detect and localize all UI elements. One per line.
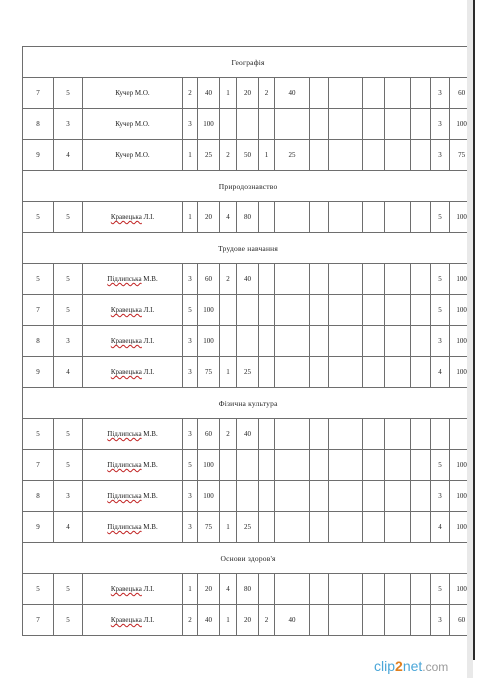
table-cell: 20: [198, 574, 220, 605]
table-cell: [237, 295, 259, 326]
table-cell: 100: [450, 295, 474, 326]
table-cell: [259, 202, 275, 233]
table-cell: [385, 295, 411, 326]
table-cell: 3: [183, 357, 198, 388]
teacher-cell: [83, 295, 183, 326]
teacher-name: Кравецька Л.І.: [110, 337, 155, 345]
teacher-name: Кучер М.О.: [115, 151, 150, 159]
spellcheck-mark: Підлипська: [107, 523, 142, 531]
table-cell: [385, 605, 411, 636]
table-cell: [310, 481, 329, 512]
table-cell: [259, 326, 275, 357]
table-cell: 5: [431, 574, 450, 605]
table-cell: 75: [198, 357, 220, 388]
table-cell: [385, 78, 411, 109]
pupil-count-cell: 4: [54, 140, 83, 171]
teacher-cell: [83, 357, 183, 388]
spellcheck-mark: Кравецька: [110, 585, 142, 593]
table-cell: [329, 78, 363, 109]
table-cell: 1: [220, 357, 237, 388]
table-cell: 25: [198, 140, 220, 171]
grade-cell: 8: [23, 326, 54, 357]
table-cell: [385, 357, 411, 388]
table-cell: 4: [431, 512, 450, 543]
table-cell: 3: [431, 326, 450, 357]
table-cell: 25: [237, 357, 259, 388]
table-cell: 3: [431, 140, 450, 171]
table-cell: [363, 605, 385, 636]
table-cell: [411, 605, 431, 636]
table-cell: [259, 419, 275, 450]
table-cell: 3: [431, 78, 450, 109]
table-cell: 100: [198, 295, 220, 326]
spellcheck-mark: Підлипська: [107, 461, 142, 469]
table-cell: 40: [237, 419, 259, 450]
table-cell: 100: [450, 574, 474, 605]
table-cell: 100: [450, 357, 474, 388]
table-cell: 3: [431, 481, 450, 512]
pupil-count-cell: 5: [54, 264, 83, 295]
teacher-cell: [83, 605, 183, 636]
teacher-name: Кучер М.О.: [115, 120, 150, 128]
table-cell: [275, 264, 310, 295]
table-cell: 40: [275, 605, 310, 636]
table-cell: [275, 512, 310, 543]
spellcheck-mark: Підлипська: [107, 430, 142, 438]
table-cell: [329, 419, 363, 450]
clip2net-watermark: clip2net.com: [374, 658, 449, 674]
pupil-count-cell: 3: [54, 481, 83, 512]
table-cell: [259, 512, 275, 543]
table-cell: [329, 295, 363, 326]
table-cell: 2: [183, 78, 198, 109]
table-cell: [259, 481, 275, 512]
table-cell: [385, 574, 411, 605]
table-cell: [275, 202, 310, 233]
table-cell: [329, 109, 363, 140]
table-cell: 1: [183, 574, 198, 605]
table-cell: [259, 357, 275, 388]
spellcheck-mark: Кравецька: [110, 306, 142, 314]
table-cell: 3: [183, 419, 198, 450]
table-cell: [310, 78, 329, 109]
table-cell: [411, 419, 431, 450]
table-cell: 5: [431, 295, 450, 326]
table-cell: [275, 326, 310, 357]
pupil-count-cell: 4: [54, 357, 83, 388]
table-row: [23, 450, 474, 481]
table-cell: [259, 264, 275, 295]
table-cell: 5: [431, 202, 450, 233]
section-title: Природознавство: [23, 171, 474, 202]
grade-cell: 7: [23, 605, 54, 636]
table-cell: 2: [220, 419, 237, 450]
teacher-name: Кравецька Л.І.: [110, 368, 155, 376]
table-cell: [259, 450, 275, 481]
table-row: [23, 109, 474, 140]
table-cell: 25: [275, 140, 310, 171]
table-row: [23, 605, 474, 636]
section-header-row: [23, 543, 474, 574]
table-cell: 25: [237, 512, 259, 543]
section-title: Трудове навчання: [23, 233, 474, 264]
table-cell: 60: [198, 419, 220, 450]
table-cell: [411, 450, 431, 481]
table-row: [23, 419, 474, 450]
table-cell: [310, 450, 329, 481]
table-cell: [411, 78, 431, 109]
table-cell: 40: [198, 78, 220, 109]
grade-cell: 7: [23, 450, 54, 481]
table-cell: [385, 481, 411, 512]
table-row: [23, 326, 474, 357]
grade-cell: 7: [23, 295, 54, 326]
pupil-count-cell: 5: [54, 78, 83, 109]
table-cell: [329, 202, 363, 233]
teacher-name: Підлипська М.В.: [107, 430, 158, 438]
table-cell: [385, 450, 411, 481]
table-cell: [411, 109, 431, 140]
table-cell: [275, 481, 310, 512]
grade-cell: 5: [23, 574, 54, 605]
table-row: [23, 574, 474, 605]
table-cell: 1: [183, 202, 198, 233]
table-cell: 2: [220, 140, 237, 171]
pupil-count-cell: 4: [54, 512, 83, 543]
table-row: [23, 512, 474, 543]
pupil-count-cell: 5: [54, 605, 83, 636]
table-row: [23, 481, 474, 512]
table-cell: 100: [198, 481, 220, 512]
table-cell: [329, 357, 363, 388]
teacher-cell: [83, 140, 183, 171]
table-cell: 40: [237, 264, 259, 295]
table-cell: [363, 512, 385, 543]
teacher-name: Підлипська М.В.: [107, 275, 158, 283]
table-cell: [363, 481, 385, 512]
grade-cell: 9: [23, 140, 54, 171]
table-cell: [237, 450, 259, 481]
table-cell: 5: [183, 450, 198, 481]
teacher-cell: [83, 419, 183, 450]
table-cell: 100: [450, 202, 474, 233]
table-cell: [385, 202, 411, 233]
teacher-cell: [83, 202, 183, 233]
table-cell: 2: [259, 605, 275, 636]
pupil-count-cell: 3: [54, 109, 83, 140]
table-cell: [310, 140, 329, 171]
table-cell: [220, 450, 237, 481]
section-header-row: [23, 233, 474, 264]
table-cell: [329, 605, 363, 636]
table-cell: [275, 574, 310, 605]
spellcheck-mark: Підлипська: [107, 492, 142, 500]
section-title: Фізична культура: [23, 388, 474, 419]
grade-cell: 5: [23, 202, 54, 233]
table-cell: [310, 264, 329, 295]
table-cell: 100: [450, 512, 474, 543]
grade-cell: 9: [23, 357, 54, 388]
table-cell: [329, 481, 363, 512]
table-cell: 60: [450, 78, 474, 109]
table-cell: [411, 481, 431, 512]
table-cell: [385, 326, 411, 357]
grade-cell: 7: [23, 78, 54, 109]
table-cell: 80: [237, 574, 259, 605]
table-cell: 100: [450, 481, 474, 512]
table-cell: [310, 109, 329, 140]
pupil-count-cell: 5: [54, 574, 83, 605]
table-row: [23, 202, 474, 233]
table-cell: [363, 202, 385, 233]
table-cell: 5: [183, 295, 198, 326]
table-cell: [329, 512, 363, 543]
teacher-cell: [83, 264, 183, 295]
table-cell: 2: [259, 78, 275, 109]
table-cell: 3: [431, 109, 450, 140]
table-cell: [363, 326, 385, 357]
table-cell: 60: [450, 605, 474, 636]
table-cell: 75: [450, 140, 474, 171]
table-cell: [237, 481, 259, 512]
pupil-count-cell: 5: [54, 295, 83, 326]
table-cell: [411, 574, 431, 605]
teacher-name: Підлипська М.В.: [107, 523, 158, 531]
table-cell: [363, 264, 385, 295]
table-cell: [411, 357, 431, 388]
table-cell: [275, 450, 310, 481]
pupil-count-cell: 3: [54, 326, 83, 357]
table-cell: [363, 78, 385, 109]
grade-cell: 9: [23, 512, 54, 543]
table-cell: [259, 295, 275, 326]
table-cell: 1: [220, 512, 237, 543]
spellcheck-mark: Кравецька: [110, 368, 142, 376]
table-cell: [385, 264, 411, 295]
section-title: Географія: [23, 47, 474, 78]
teacher-cell: [83, 574, 183, 605]
table-cell: [275, 357, 310, 388]
table-cell: [363, 419, 385, 450]
table-cell: 3: [183, 264, 198, 295]
teacher-cell: [83, 512, 183, 543]
table-cell: [363, 109, 385, 140]
spellcheck-mark: Кравецька: [110, 337, 142, 345]
table-cell: 20: [237, 78, 259, 109]
table-cell: 2: [220, 264, 237, 295]
table-cell: [411, 264, 431, 295]
table-cell: 2: [183, 605, 198, 636]
table-cell: [329, 326, 363, 357]
section-header-row: [23, 171, 474, 202]
table-cell: [220, 109, 237, 140]
table-cell: [220, 326, 237, 357]
table-cell: [363, 574, 385, 605]
table-cell: [385, 140, 411, 171]
table-cell: 100: [450, 326, 474, 357]
teacher-cell: [83, 326, 183, 357]
table-row: [23, 295, 474, 326]
table-cell: [411, 326, 431, 357]
table-cell: 1: [220, 605, 237, 636]
table-cell: [363, 450, 385, 481]
table-cell: 80: [237, 202, 259, 233]
grades-table: [22, 46, 474, 636]
table-cell: [310, 326, 329, 357]
pupil-count-cell: 5: [54, 419, 83, 450]
table-cell: 3: [183, 512, 198, 543]
table-cell: 100: [198, 450, 220, 481]
table-cell: [220, 295, 237, 326]
table-cell: [310, 202, 329, 233]
table-cell: 50: [237, 140, 259, 171]
table-cell: 3: [183, 326, 198, 357]
table-cell: [310, 574, 329, 605]
table-cell: [329, 450, 363, 481]
table-cell: [310, 419, 329, 450]
table-cell: 1: [259, 140, 275, 171]
table-cell: 5: [431, 264, 450, 295]
table-cell: 4: [220, 202, 237, 233]
table-row: [23, 140, 474, 171]
table-row: [23, 264, 474, 295]
table-cell: [220, 481, 237, 512]
page-edge: [473, 0, 475, 660]
spellcheck-mark: Кравецька: [110, 616, 142, 624]
spellcheck-mark: Підлипська: [107, 275, 142, 283]
grade-cell: 5: [23, 264, 54, 295]
table-cell: 20: [237, 605, 259, 636]
table-cell: [275, 419, 310, 450]
grade-cell: 5: [23, 419, 54, 450]
table-row: [23, 78, 474, 109]
table-cell: 3: [183, 109, 198, 140]
table-cell: [310, 357, 329, 388]
table-cell: [431, 419, 450, 450]
table-cell: 4: [220, 574, 237, 605]
table-cell: 100: [450, 264, 474, 295]
section-title: Основи здоров'я: [23, 543, 474, 574]
grade-cell: 8: [23, 109, 54, 140]
table-cell: 4: [431, 357, 450, 388]
teacher-cell: [83, 481, 183, 512]
pupil-count-cell: 5: [54, 450, 83, 481]
teacher-cell: [83, 450, 183, 481]
table-cell: [363, 295, 385, 326]
table-cell: 1: [220, 78, 237, 109]
table-cell: [385, 419, 411, 450]
table-cell: 5: [431, 450, 450, 481]
spellcheck-mark: Кравецька: [110, 213, 142, 221]
section-header-row: [23, 388, 474, 419]
table-cell: 3: [183, 481, 198, 512]
table-cell: [385, 109, 411, 140]
table-cell: [259, 109, 275, 140]
teacher-name: Кравецька Л.І.: [110, 213, 155, 221]
table-cell: [237, 109, 259, 140]
teacher-name: Кравецька Л.І.: [110, 306, 155, 314]
table-cell: 3: [431, 605, 450, 636]
table-cell: [275, 109, 310, 140]
table-cell: [411, 295, 431, 326]
teacher-name: Кравецька Л.І.: [110, 585, 155, 593]
table-cell: 20: [198, 202, 220, 233]
table-cell: [363, 140, 385, 171]
table-cell: 100: [198, 326, 220, 357]
teacher-name: Кучер М.О.: [115, 89, 150, 97]
table-cell: [310, 295, 329, 326]
teacher-name: Підлипська М.В.: [107, 461, 158, 469]
table-cell: [275, 295, 310, 326]
teacher-name: Підлипська М.В.: [107, 492, 158, 500]
table-cell: 100: [450, 450, 474, 481]
pupil-count-cell: 5: [54, 202, 83, 233]
teacher-name: Кравецька Л.І.: [110, 616, 155, 624]
table-cell: [385, 512, 411, 543]
table-cell: [411, 140, 431, 171]
table-cell: 75: [198, 512, 220, 543]
section-header-row: [23, 47, 474, 78]
table-cell: [237, 326, 259, 357]
table-cell: [329, 140, 363, 171]
table-cell: [411, 202, 431, 233]
table-cell: [310, 512, 329, 543]
table-cell: 40: [275, 78, 310, 109]
table-cell: 100: [450, 109, 474, 140]
teacher-cell: [83, 109, 183, 140]
table-cell: [310, 605, 329, 636]
table-cell: [259, 574, 275, 605]
table-cell: 1: [183, 140, 198, 171]
table-cell: [411, 512, 431, 543]
table-cell: 100: [198, 109, 220, 140]
table-cell: 60: [198, 264, 220, 295]
table-cell: [329, 264, 363, 295]
table-cell: 40: [198, 605, 220, 636]
table-cell: [363, 357, 385, 388]
table-cell: [329, 574, 363, 605]
table-row: [23, 357, 474, 388]
grade-cell: 8: [23, 481, 54, 512]
teacher-cell: [83, 78, 183, 109]
